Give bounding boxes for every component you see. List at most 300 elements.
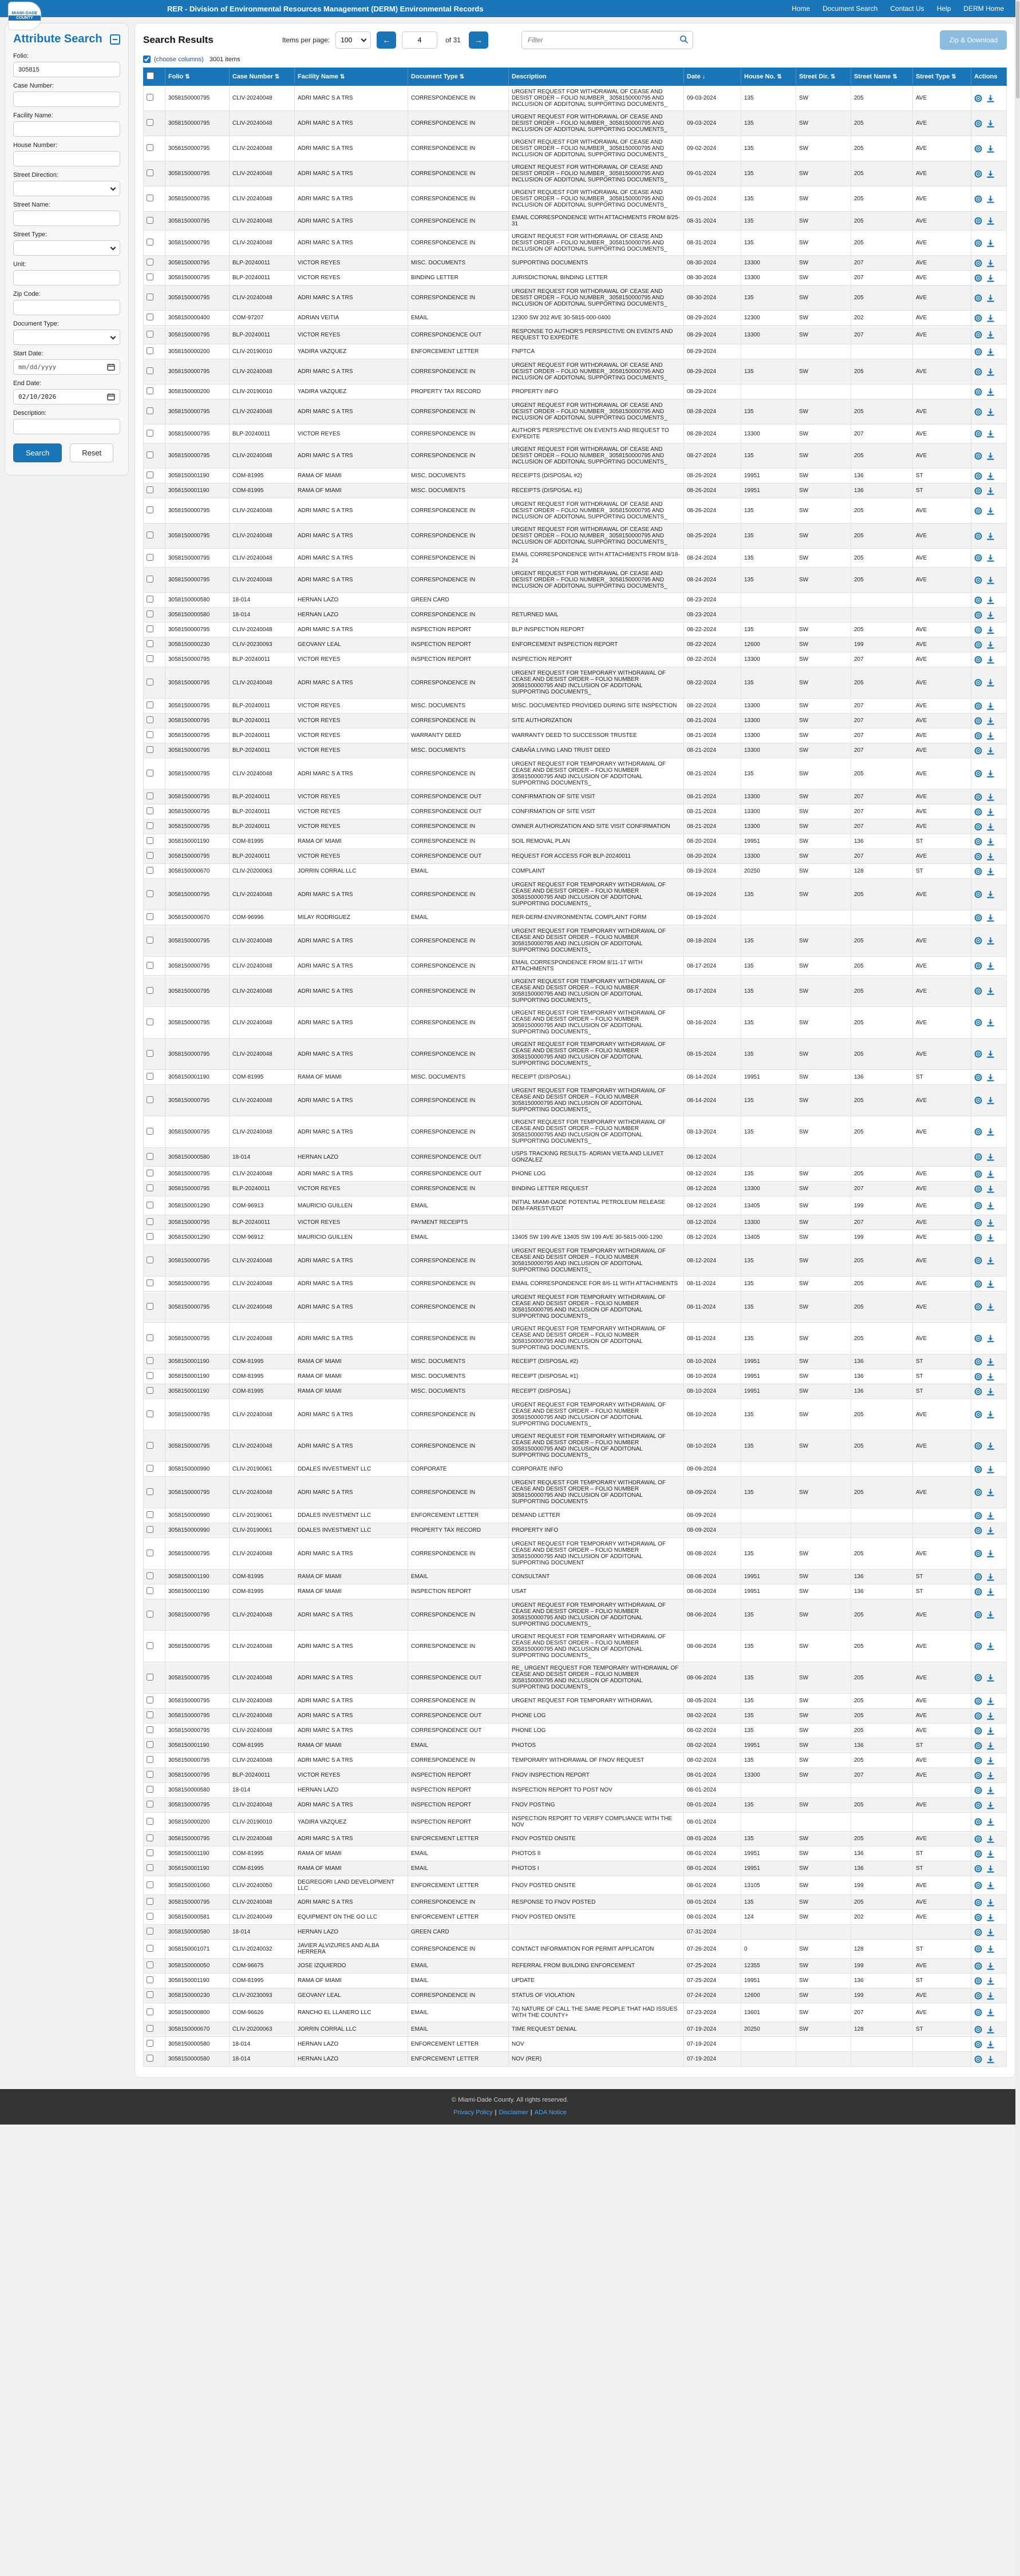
row-checkbox[interactable] [147, 430, 153, 437]
row-checkbox[interactable] [147, 294, 153, 300]
row-checkbox[interactable] [147, 1611, 153, 1618]
row-checkbox[interactable] [147, 554, 153, 561]
view-record-icon[interactable] [974, 1465, 982, 1473]
start-date-input[interactable] [13, 359, 120, 375]
row-checkbox[interactable] [147, 1526, 153, 1533]
download-icon[interactable] [987, 770, 994, 778]
download-icon[interactable] [987, 1712, 994, 1720]
view-record-icon[interactable] [974, 1899, 982, 1907]
view-record-icon[interactable] [974, 1219, 982, 1227]
row-checkbox[interactable] [147, 852, 153, 859]
sort-icon[interactable]: ⇅ [951, 74, 956, 80]
download-icon[interactable] [987, 1185, 994, 1193]
view-record-icon[interactable] [974, 1674, 982, 1682]
row-checkbox[interactable] [147, 94, 153, 101]
download-icon[interactable] [987, 1219, 994, 1227]
download-icon[interactable] [987, 1818, 994, 1826]
view-record-icon[interactable] [974, 1945, 982, 1953]
download-icon[interactable] [987, 94, 994, 102]
miami-dade-logo[interactable] [8, 2, 41, 30]
row-checkbox[interactable] [147, 770, 153, 776]
view-record-icon[interactable] [974, 1096, 982, 1104]
view-record-icon[interactable] [974, 430, 982, 438]
download-icon[interactable] [987, 1303, 994, 1311]
download-icon[interactable] [987, 1899, 994, 1907]
view-record-icon[interactable] [974, 717, 982, 725]
row-checkbox[interactable] [147, 792, 153, 799]
view-record-icon[interactable] [974, 656, 982, 664]
row-checkbox[interactable] [147, 506, 153, 513]
download-icon[interactable] [987, 1757, 994, 1765]
row-checkbox[interactable] [147, 890, 153, 897]
sort-icon[interactable]: ⇅ [274, 74, 280, 80]
row-checkbox[interactable] [147, 1257, 153, 1263]
download-icon[interactable] [987, 1674, 994, 1682]
download-icon[interactable] [987, 1410, 994, 1418]
download-icon[interactable] [987, 1881, 994, 1889]
row-checkbox[interactable] [147, 1726, 153, 1733]
column-header-document-type[interactable]: Document Type ⇅ [408, 68, 509, 86]
download-icon[interactable] [987, 2026, 994, 2034]
download-icon[interactable] [987, 1442, 994, 1450]
choose-columns-label[interactable]: (choose columns) [154, 56, 204, 63]
row-checkbox[interactable] [147, 1991, 153, 1998]
row-checkbox[interactable] [147, 1279, 153, 1286]
row-checkbox[interactable] [147, 807, 153, 814]
download-icon[interactable] [987, 314, 994, 322]
view-record-icon[interactable] [974, 1865, 982, 1873]
view-record-icon[interactable] [974, 1573, 982, 1581]
download-icon[interactable] [987, 368, 994, 376]
row-checkbox[interactable] [147, 962, 153, 969]
row-checkbox[interactable] [147, 1928, 153, 1935]
view-record-icon[interactable] [974, 1962, 982, 1970]
row-checkbox[interactable] [147, 1233, 153, 1240]
view-record-icon[interactable] [974, 259, 982, 267]
row-checkbox[interactable] [147, 1572, 153, 1579]
street-type-select[interactable] [13, 240, 120, 256]
sort-icon[interactable]: ⇅ [459, 74, 465, 80]
row-checkbox[interactable] [147, 1128, 153, 1135]
download-icon[interactable] [987, 717, 994, 725]
row-checkbox[interactable] [147, 471, 153, 478]
download-icon[interactable] [987, 1018, 994, 1027]
view-record-icon[interactable] [974, 732, 982, 740]
row-checkbox[interactable] [147, 1741, 153, 1748]
row-checkbox[interactable] [147, 746, 153, 753]
sort-icon[interactable]: ⇅ [185, 74, 190, 80]
download-icon[interactable] [987, 1992, 994, 2000]
nav-contact-us[interactable]: Contact Us [890, 5, 924, 13]
view-record-icon[interactable] [974, 2040, 982, 2048]
view-record-icon[interactable] [974, 1588, 982, 1596]
row-checkbox[interactable] [147, 1357, 153, 1364]
view-record-icon[interactable] [974, 853, 982, 861]
view-record-icon[interactable] [974, 914, 982, 922]
download-icon[interactable] [987, 1073, 994, 1081]
row-checkbox[interactable] [147, 2008, 153, 2015]
download-icon[interactable] [987, 259, 994, 267]
street-direction-select[interactable] [13, 181, 120, 196]
row-checkbox[interactable] [147, 679, 153, 685]
column-header-folio[interactable]: Folio ⇅ [165, 68, 230, 86]
house-number-input[interactable] [13, 151, 120, 167]
view-record-icon[interactable] [974, 1128, 982, 1136]
view-record-icon[interactable] [974, 170, 982, 178]
row-checkbox[interactable] [147, 611, 153, 617]
view-record-icon[interactable] [974, 1977, 982, 1985]
download-icon[interactable] [987, 1865, 994, 1873]
row-checkbox[interactable] [147, 702, 153, 708]
download-icon[interactable] [987, 1388, 994, 1396]
download-icon[interactable] [987, 838, 994, 846]
download-icon[interactable] [987, 962, 994, 970]
download-icon[interactable] [987, 1588, 994, 1596]
view-record-icon[interactable] [974, 239, 982, 247]
row-checkbox[interactable] [147, 1976, 153, 1983]
download-icon[interactable] [987, 1962, 994, 1970]
download-icon[interactable] [987, 1465, 994, 1473]
case-number-input[interactable] [13, 92, 120, 107]
sort-icon[interactable]: ⇅ [339, 74, 345, 80]
view-record-icon[interactable] [974, 1334, 982, 1342]
row-checkbox[interactable] [147, 1945, 153, 1952]
download-icon[interactable] [987, 1786, 994, 1794]
row-checkbox[interactable] [147, 576, 153, 582]
nav-home[interactable]: Home [792, 5, 811, 13]
sort-icon[interactable]: ⇅ [830, 74, 836, 80]
download-icon[interactable] [987, 1488, 994, 1496]
download-icon[interactable] [987, 1050, 994, 1058]
row-checkbox[interactable] [147, 195, 153, 201]
view-record-icon[interactable] [974, 1388, 982, 1396]
download-icon[interactable] [987, 1257, 994, 1265]
view-record-icon[interactable] [974, 1549, 982, 1558]
reset-button[interactable]: Reset [70, 443, 113, 462]
download-icon[interactable] [987, 732, 994, 740]
view-record-icon[interactable] [974, 823, 982, 831]
view-record-icon[interactable] [974, 1512, 982, 1520]
row-checkbox[interactable] [147, 1771, 153, 1778]
row-checkbox[interactable] [147, 1549, 153, 1556]
view-record-icon[interactable] [974, 1772, 982, 1780]
row-checkbox[interactable] [147, 731, 153, 738]
download-icon[interactable] [987, 1835, 994, 1843]
row-checkbox[interactable] [147, 1587, 153, 1594]
next-page-button[interactable] [469, 31, 488, 49]
download-icon[interactable] [987, 987, 994, 995]
row-checkbox[interactable] [147, 274, 153, 280]
download-icon[interactable] [987, 472, 994, 480]
column-header-street-type[interactable]: Street Type ⇅ [913, 68, 971, 86]
view-record-icon[interactable] [974, 507, 982, 515]
download-icon[interactable] [987, 1202, 994, 1210]
download-icon[interactable] [987, 576, 994, 584]
view-record-icon[interactable] [974, 596, 982, 604]
view-record-icon[interactable] [974, 1881, 982, 1889]
ada-notice-link[interactable]: ADA Notice [534, 2109, 567, 2116]
facility-name-input[interactable] [13, 121, 120, 137]
folio-input[interactable] [13, 62, 120, 77]
download-icon[interactable] [987, 388, 994, 396]
view-record-icon[interactable] [974, 1727, 982, 1735]
row-checkbox[interactable] [147, 407, 153, 414]
download-icon[interactable] [987, 170, 994, 178]
download-icon[interactable] [987, 1153, 994, 1161]
column-header-date[interactable]: Date ↓ [684, 68, 741, 86]
download-icon[interactable] [987, 120, 994, 128]
sort-icon[interactable]: ⇅ [892, 74, 898, 80]
view-record-icon[interactable] [974, 1442, 982, 1450]
download-icon[interactable] [987, 641, 994, 649]
view-record-icon[interactable] [974, 1742, 982, 1750]
view-record-icon[interactable] [974, 1611, 982, 1619]
row-checkbox[interactable] [147, 1170, 153, 1176]
download-icon[interactable] [987, 1772, 994, 1780]
row-checkbox[interactable] [147, 1511, 153, 1518]
view-record-icon[interactable] [974, 747, 982, 755]
view-record-icon[interactable] [974, 554, 982, 562]
view-record-icon[interactable] [974, 2008, 982, 2016]
row-checkbox[interactable] [147, 451, 153, 458]
view-record-icon[interactable] [974, 1835, 982, 1843]
download-icon[interactable] [987, 937, 994, 945]
download-icon[interactable] [987, 532, 994, 540]
nav-document-search[interactable]: Document Search [823, 5, 878, 13]
download-icon[interactable] [987, 348, 994, 356]
row-checkbox[interactable] [147, 486, 153, 493]
view-record-icon[interactable] [974, 1992, 982, 2000]
download-icon[interactable] [987, 1742, 994, 1750]
end-date-input[interactable] [13, 389, 120, 405]
zip-download-button[interactable]: Zip & Download [940, 30, 1007, 50]
column-header-description[interactable]: Description [509, 68, 684, 86]
zip-code-input[interactable] [13, 300, 120, 315]
row-checkbox[interactable] [147, 387, 153, 394]
download-icon[interactable] [987, 890, 994, 898]
view-record-icon[interactable] [974, 217, 982, 225]
view-record-icon[interactable] [974, 314, 982, 322]
nav-derm-home[interactable]: DERM Home [963, 5, 1004, 13]
row-checkbox[interactable] [147, 1488, 153, 1495]
row-checkbox[interactable] [147, 596, 153, 603]
download-icon[interactable] [987, 611, 994, 619]
view-record-icon[interactable] [974, 472, 982, 480]
download-icon[interactable] [987, 217, 994, 225]
unit-input[interactable] [13, 270, 120, 286]
view-record-icon[interactable] [974, 294, 982, 302]
download-icon[interactable] [987, 1801, 994, 1809]
download-icon[interactable] [987, 195, 994, 203]
view-record-icon[interactable] [974, 1050, 982, 1058]
view-record-icon[interactable] [974, 1257, 982, 1265]
download-icon[interactable] [987, 1549, 994, 1558]
view-record-icon[interactable] [974, 793, 982, 801]
view-record-icon[interactable] [974, 2026, 982, 2034]
view-record-icon[interactable] [974, 331, 982, 339]
download-icon[interactable] [987, 1573, 994, 1581]
row-checkbox[interactable] [147, 867, 153, 874]
view-record-icon[interactable] [974, 867, 982, 875]
row-checkbox[interactable] [147, 716, 153, 723]
download-icon[interactable] [987, 808, 994, 816]
row-checkbox[interactable] [147, 822, 153, 829]
download-icon[interactable] [987, 274, 994, 282]
row-checkbox[interactable] [147, 2055, 153, 2062]
row-checkbox[interactable] [147, 1818, 153, 1825]
row-checkbox[interactable] [147, 331, 153, 338]
row-checkbox[interactable] [147, 1898, 153, 1905]
download-icon[interactable] [987, 1977, 994, 1985]
download-icon[interactable] [987, 1727, 994, 1735]
view-record-icon[interactable] [974, 1642, 982, 1650]
search-button[interactable]: Search [13, 443, 62, 462]
download-icon[interactable] [987, 1512, 994, 1520]
view-record-icon[interactable] [974, 452, 982, 460]
column-header-house-no[interactable]: House No. ⇅ [741, 68, 796, 86]
download-icon[interactable] [987, 1334, 994, 1342]
view-record-icon[interactable] [974, 576, 982, 584]
download-icon[interactable] [987, 2008, 994, 2016]
download-icon[interactable] [987, 430, 994, 438]
view-record-icon[interactable] [974, 408, 982, 416]
view-record-icon[interactable] [974, 1018, 982, 1027]
view-record-icon[interactable] [974, 702, 982, 710]
view-record-icon[interactable] [974, 348, 982, 356]
row-checkbox[interactable] [147, 144, 153, 151]
row-checkbox[interactable] [147, 1303, 153, 1310]
row-checkbox[interactable] [147, 1153, 153, 1160]
sort-desc-icon[interactable]: ↓ [702, 74, 705, 80]
view-record-icon[interactable] [974, 1234, 982, 1242]
view-record-icon[interactable] [974, 1073, 982, 1081]
download-icon[interactable] [987, 1096, 994, 1104]
view-record-icon[interactable] [974, 1527, 982, 1535]
row-checkbox[interactable] [147, 314, 153, 320]
row-checkbox[interactable] [147, 2040, 153, 2047]
download-icon[interactable] [987, 1611, 994, 1619]
row-checkbox[interactable] [147, 1697, 153, 1703]
row-checkbox[interactable] [147, 1801, 153, 1808]
row-checkbox[interactable] [147, 1372, 153, 1379]
view-record-icon[interactable] [974, 1850, 982, 1858]
view-record-icon[interactable] [974, 1202, 982, 1210]
column-header-facility-name[interactable]: Facility Name ⇅ [295, 68, 408, 86]
row-checkbox[interactable] [147, 987, 153, 994]
row-checkbox[interactable] [147, 1410, 153, 1417]
row-checkbox[interactable] [147, 1834, 153, 1841]
row-checkbox[interactable] [147, 1184, 153, 1191]
view-record-icon[interactable] [974, 937, 982, 945]
view-record-icon[interactable] [974, 94, 982, 102]
view-record-icon[interactable] [974, 1913, 982, 1921]
row-checkbox[interactable] [147, 1786, 153, 1793]
view-record-icon[interactable] [974, 368, 982, 376]
row-checkbox[interactable] [147, 1050, 153, 1057]
download-icon[interactable] [987, 145, 994, 153]
row-checkbox[interactable] [147, 937, 153, 944]
column-header-case-number[interactable]: Case Number ⇅ [230, 68, 295, 86]
document-type-select[interactable] [13, 330, 120, 345]
view-record-icon[interactable] [974, 1410, 982, 1418]
view-record-icon[interactable] [974, 1358, 982, 1366]
row-checkbox[interactable] [147, 532, 153, 538]
download-icon[interactable] [987, 1527, 994, 1535]
row-checkbox[interactable] [147, 239, 153, 245]
street-name-input[interactable] [13, 211, 120, 226]
row-checkbox[interactable] [147, 1465, 153, 1472]
filter-input[interactable] [521, 31, 693, 49]
view-record-icon[interactable] [974, 1303, 982, 1311]
view-record-icon[interactable] [974, 2055, 982, 2063]
download-icon[interactable] [987, 554, 994, 562]
view-record-icon[interactable] [974, 1712, 982, 1720]
download-icon[interactable] [987, 2055, 994, 2063]
row-checkbox[interactable] [147, 1334, 153, 1341]
download-icon[interactable] [987, 294, 994, 302]
disclaimer-link[interactable]: Disclaimer [499, 2109, 528, 2116]
view-record-icon[interactable] [974, 641, 982, 649]
view-record-icon[interactable] [974, 274, 982, 282]
row-checkbox[interactable] [147, 1864, 153, 1871]
download-icon[interactable] [987, 1170, 994, 1178]
view-record-icon[interactable] [974, 838, 982, 846]
row-checkbox[interactable] [147, 1849, 153, 1856]
view-record-icon[interactable] [974, 1928, 982, 1936]
view-record-icon[interactable] [974, 890, 982, 898]
nav-help[interactable]: Help [936, 5, 951, 13]
page-number-input[interactable] [402, 31, 437, 49]
view-record-icon[interactable] [974, 679, 982, 687]
download-icon[interactable] [987, 656, 994, 664]
row-checkbox[interactable] [147, 367, 153, 374]
row-checkbox[interactable] [147, 655, 153, 662]
view-record-icon[interactable] [974, 962, 982, 970]
row-checkbox[interactable] [147, 1913, 153, 1920]
row-checkbox[interactable] [147, 837, 153, 844]
view-record-icon[interactable] [974, 611, 982, 619]
download-icon[interactable] [987, 679, 994, 687]
download-icon[interactable] [987, 1913, 994, 1921]
row-checkbox[interactable] [147, 913, 153, 920]
row-checkbox[interactable] [147, 1711, 153, 1718]
row-checkbox[interactable] [147, 625, 153, 632]
download-icon[interactable] [987, 626, 994, 634]
previous-page-button[interactable] [377, 31, 396, 49]
download-icon[interactable] [987, 331, 994, 339]
download-icon[interactable] [987, 867, 994, 875]
row-checkbox[interactable] [147, 217, 153, 224]
download-icon[interactable] [987, 1945, 994, 1953]
download-icon[interactable] [987, 408, 994, 416]
sort-icon[interactable]: ⇅ [777, 74, 782, 80]
view-record-icon[interactable] [974, 1153, 982, 1161]
download-icon[interactable] [987, 1234, 994, 1242]
view-record-icon[interactable] [974, 1488, 982, 1496]
download-icon[interactable] [987, 1850, 994, 1858]
scrollbar-thumb[interactable] [1016, 1, 1019, 98]
view-record-icon[interactable] [974, 1801, 982, 1809]
download-icon[interactable] [987, 1128, 994, 1136]
view-record-icon[interactable] [974, 388, 982, 396]
items-per-page-select[interactable] [335, 31, 371, 49]
view-record-icon[interactable] [974, 770, 982, 778]
row-checkbox[interactable] [147, 259, 153, 265]
row-checkbox[interactable] [147, 1096, 153, 1103]
view-record-icon[interactable] [974, 1757, 982, 1765]
view-record-icon[interactable] [974, 1185, 982, 1193]
row-checkbox[interactable] [147, 1961, 153, 1968]
